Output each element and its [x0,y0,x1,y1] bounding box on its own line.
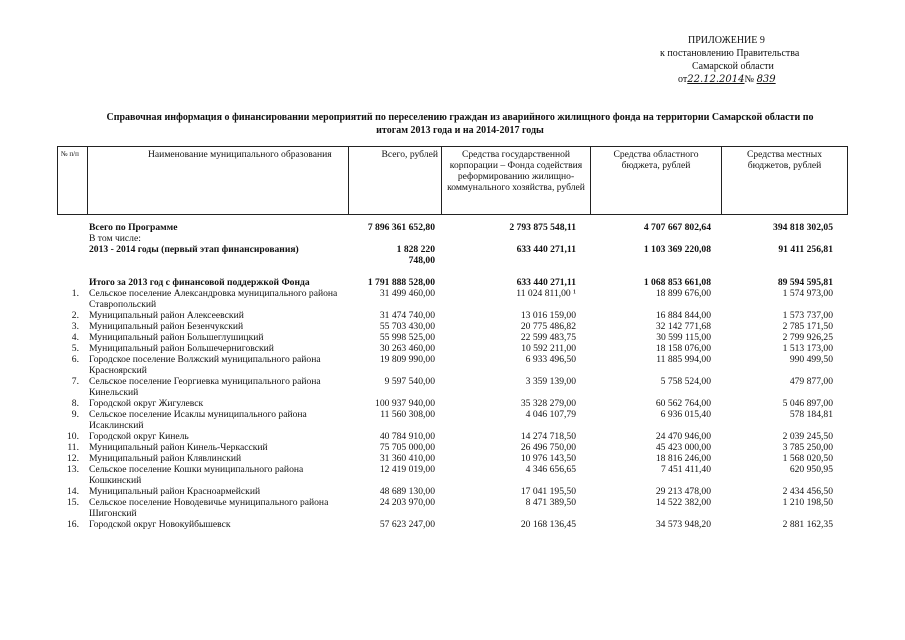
row-corp-funds: 17 041 195,50 [520,486,576,497]
header-name: Наименование муниципального образования [88,147,349,215]
table-row [57,464,847,486]
row-total: 30 263 460,00 [379,343,435,354]
total-2013-row [57,277,847,288]
table-header [57,146,848,215]
table-row [57,519,847,530]
row-local-funds: 1 573 737,00 [782,310,833,321]
row-regional-funds: 29 213 478,00 [655,486,711,497]
row-municipality: Муниципальный район Алексеевский [89,310,244,321]
row-number: 16. [67,519,79,530]
row-total: 100 937 940,00 [375,398,435,409]
appendix-date-line [678,73,860,86]
table-row [57,453,847,464]
row-local-funds: 990 499,50 [789,354,833,365]
appendix-resolution: к постановлению Правительства [660,48,800,59]
row-corp-funds: 8 471 389,50 [525,497,576,508]
row-corp-funds: 14 274 718,50 [520,431,576,442]
program-total-row [57,222,847,233]
table-row [57,321,847,332]
row-municipality: Муниципальный район Кинель-Черкасский [89,442,268,453]
total-2013-local: 89 594 595,81 [777,277,833,288]
row-regional-funds: 14 522 382,00 [655,497,711,508]
row-number: 4. [71,332,79,343]
total-2013-regional: 1 068 853 661,08 [643,277,711,288]
municipal-rows [57,288,847,530]
table-row [57,486,847,497]
program-total-total: 7 896 361 652,80 [367,222,435,233]
appendix-number: 839 [756,74,776,85]
total-2013-total: 1 791 888 528,00 [367,277,435,288]
row-total: 40 784 910,00 [379,431,435,442]
table-row [57,398,847,409]
row-number: 15. [67,497,79,508]
table-row [57,497,847,519]
row-regional-funds: 16 884 844,00 [655,310,711,321]
row-municipality: Муниципальный район Клявлинский [89,453,242,464]
row-regional-funds: 60 562 764,00 [655,398,711,409]
row-regional-funds: 6 936 015,40 [660,409,711,420]
row-local-funds: 2 785 171,50 [782,321,833,332]
row-number: 11. [67,442,79,453]
row-total: 48 689 130,00 [379,486,435,497]
row-municipality: Сельское поселение Георгиевка муниципального района Кинельский [89,376,321,398]
header-regional: Средства областного бюджета, рублей [591,147,722,215]
row-municipality: Сельское поселение Александровка муниципального района Ставропольский [89,288,338,310]
row-regional-funds: 18 816 246,00 [655,453,711,464]
row-total: 24 203 970,00 [379,497,435,508]
program-total-corp: 2 793 875 548,11 [509,222,576,233]
row-municipality: Городской округ Кинель [89,431,189,442]
row-local-funds: 2 881 162,35 [782,519,833,530]
row-local-funds: 1 568 020,50 [782,453,833,464]
row-corp-funds: 20 168 136,45 [520,519,576,530]
row-total: 55 703 430,00 [379,321,435,332]
row-regional-funds: 30 599 115,00 [656,332,711,343]
including-label: В том числе: [89,233,141,244]
row-number: 7. [71,376,79,387]
row-corp-funds: 35 328 279,00 [520,398,576,409]
title-line-2: итогам 2013 года и на 2014-2017 годы [376,125,544,136]
stage-corp: 633 440 271,11 [516,244,576,255]
table-row [57,431,847,442]
stage-local: 91 411 256,81 [778,244,833,255]
including-row [57,233,847,244]
table-row [57,288,847,310]
table-row [57,310,847,321]
row-total: 31 474 740,00 [379,310,435,321]
row-number: 10. [67,431,79,442]
header-total: Всего, рублей [349,147,442,215]
row-municipality: Городской округ Новокуйбышевск [89,519,231,530]
row-number: 2. [71,310,79,321]
row-total: 31 360 410,00 [379,453,435,464]
header-local: Средства местных бюджетов, рублей [722,147,848,215]
row-municipality: Муниципальный район Красноармейский [89,486,261,497]
appendix-no-label: № [744,74,755,85]
row-total: 57 623 247,00 [379,519,435,530]
row-regional-funds: 18 158 076,00 [655,343,711,354]
row-local-funds: 1 210 198,50 [782,497,833,508]
stage-row [57,244,847,266]
title-line-1: Справочная информация о финансировании мероприятий по переселению граждан из аварийного жилищного фонда на территории Самарской области по [106,112,814,123]
program-total-local: 394 818 302,05 [773,222,833,233]
table-row [57,332,847,343]
row-municipality: Муниципальный район Безенчукский [89,321,244,332]
row-regional-funds: 5 758 524,00 [660,376,711,387]
row-corp-funds: 10 976 143,50 [520,453,576,464]
row-total: 11 560 308,00 [380,409,435,420]
row-municipality: Городское поселение Волжский муниципального района Красноярский [89,354,321,376]
row-corp-funds: 20 775 486,82 [520,321,576,332]
table-row [57,376,847,398]
row-corp-funds: 4 046 107,79 [525,409,576,420]
program-total-regional: 4 707 667 802,64 [643,222,711,233]
row-corp-funds: 10 592 211,00 [521,343,576,354]
row-total: 55 998 525,00 [379,332,435,343]
appendix-title: ПРИЛОЖЕНИЕ 9 [688,35,765,46]
row-number: 12. [67,453,79,464]
row-regional-funds: 24 470 946,00 [655,431,711,442]
row-municipality: Городской округ Жигулевск [89,398,204,409]
program-total-label: Всего по Программе [89,222,178,233]
row-corp-funds: 22 599 483,75 [520,332,576,343]
row-number: 9. [71,409,79,420]
row-regional-funds: 11 885 994,00 [656,354,711,365]
row-municipality: Сельское поселение Исаклы муниципального района Исаклинский [89,409,307,431]
row-local-funds: 578 184,81 [789,409,833,420]
row-regional-funds: 32 142 771,68 [655,321,711,332]
row-number: 6. [71,354,79,365]
row-total: 19 809 990,00 [379,354,435,365]
appendix-block [660,34,860,86]
table-body [57,222,847,530]
appendix-region: Самарской области [692,61,774,72]
row-corp-funds: 6 933 496,50 [525,354,576,365]
row-municipality: Муниципальный район Большечерниговский [89,343,274,354]
row-regional-funds: 34 573 948,20 [655,519,711,530]
row-local-funds: 2 799 926,25 [782,332,833,343]
row-number: 5. [71,343,79,354]
row-number: 3. [71,321,79,332]
row-number: 8. [71,398,79,409]
row-municipality: Сельское поселение Новодевичье муниципального района Шигонский [89,497,329,519]
row-local-funds: 2 039 245,50 [782,431,833,442]
row-total: 75 705 000,00 [379,442,435,453]
row-corp-funds: 4 346 656,65 [525,464,576,475]
row-local-funds: 5 046 897,00 [782,398,833,409]
row-corp-funds: 3 359 139,00 [525,376,576,387]
row-municipality: Муниципальный район Большеглушицкий [89,332,264,343]
row-regional-funds: 7 451 411,40 [660,464,711,475]
row-local-funds: 620 950,95 [789,464,833,475]
document-title [60,111,860,137]
appendix-date: 22.12.2014 [687,74,745,85]
row-local-funds: 479 877,00 [789,376,833,387]
row-local-funds: 3 785 250,00 [782,442,833,453]
row-municipality: Сельское поселение Кошки муниципального района Кошкинский [89,464,304,486]
row-local-funds: 1 513 173,00 [782,343,833,354]
table-row [57,409,847,431]
row-number: 13. [67,464,79,475]
row-corp-funds: 13 016 159,00 [520,310,576,321]
header-corp: Средства государственной корпорации – Фонда содействия реформированию жилищно-коммунального хозяйства, рублей [442,147,591,215]
stage-total: 1 828 220 748,00 [396,244,435,266]
row-total: 9 597 540,00 [384,376,435,387]
row-number: 14. [67,486,79,497]
row-number: 1. [71,288,79,299]
total-2013-corp: 633 440 271,11 [516,277,576,288]
table-row [57,442,847,453]
row-corp-funds: 11 024 811,00 ¹ [516,288,576,299]
stage-regional: 1 103 369 220,08 [643,244,711,255]
row-corp-funds: 26 496 750,00 [520,442,576,453]
appendix-date-prefix: от [678,74,688,85]
stage-label: 2013 - 2014 годы (первый этап финансирования) [89,244,299,255]
row-regional-funds: 45 423 000,00 [655,442,711,453]
header-num: № п/п [58,147,88,215]
row-total: 31 499 460,00 [379,288,435,299]
table-row [57,343,847,354]
row-total: 12 419 019,00 [379,464,435,475]
table-row [57,354,847,376]
total-2013-label: Итого за 2013 год с финансовой поддержкой Фонда [89,277,310,288]
row-regional-funds: 18 899 676,00 [655,288,711,299]
row-local-funds: 1 574 973,00 [782,288,833,299]
row-local-funds: 2 434 456,50 [782,486,833,497]
